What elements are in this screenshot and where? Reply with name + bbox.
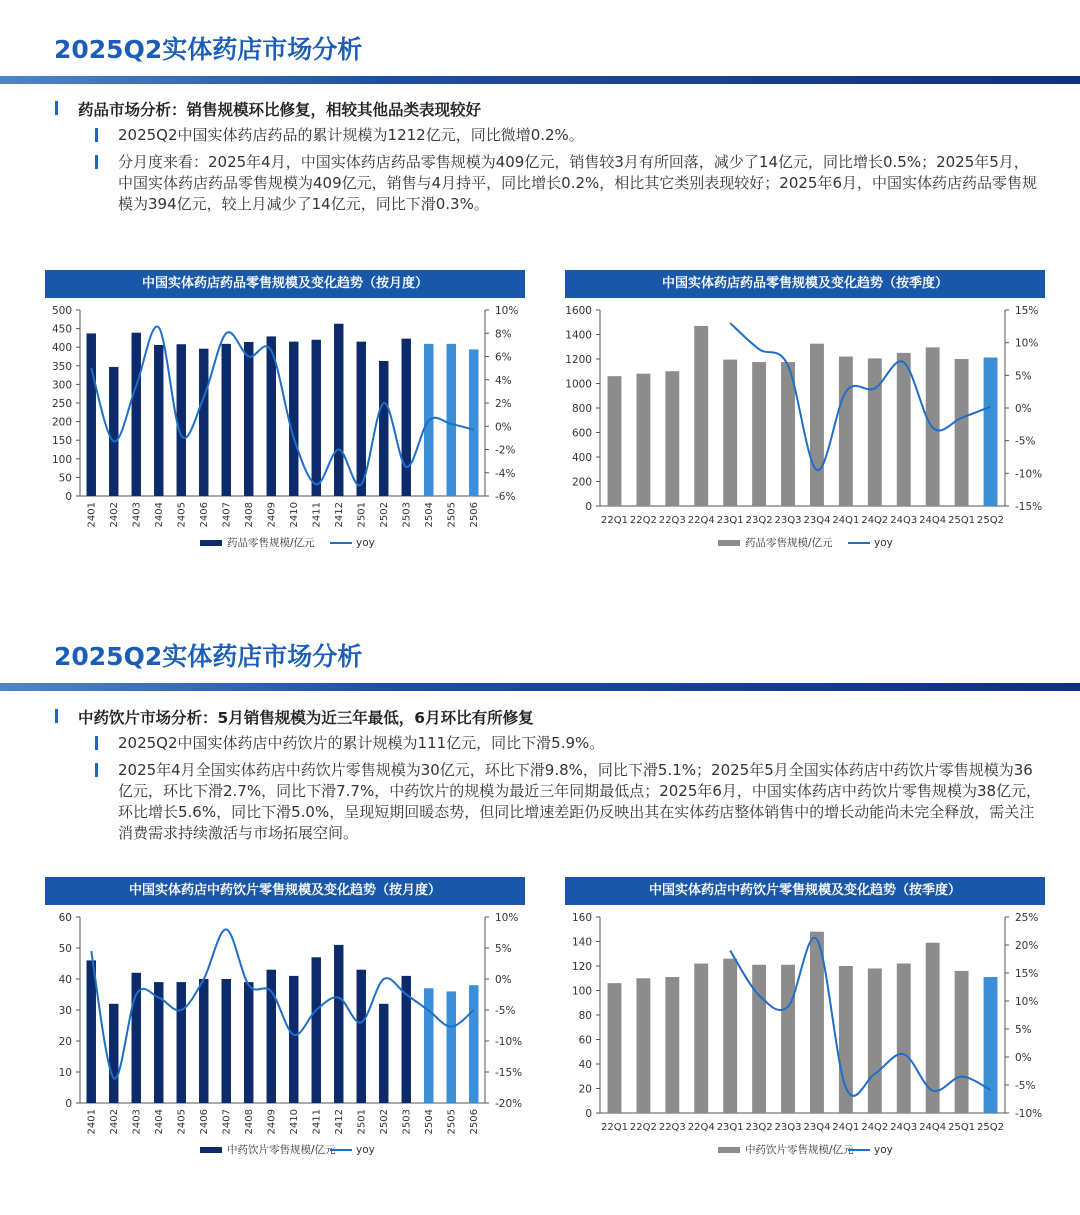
y2-tick-label: 4% (495, 374, 512, 387)
x-tick-label: 2501 (356, 1109, 368, 1135)
bar (752, 362, 766, 506)
x-tick-label: 2407 (221, 1109, 233, 1135)
y2-tick-label: -15% (495, 1067, 523, 1079)
title-divider (0, 76, 1080, 84)
x-tick-label: 2502 (378, 502, 390, 528)
bar (447, 991, 456, 1103)
sub-bullet: 分月度来看：2025年4月，中国实体药店药品零售规模为409亿元，销售较3月有所回落，减少了14亿元，同比增长0.5%；2025年5月，中国实体药店药品零售规模为409亿元，销售与4月持平，同比增长0.2%，相比其它类别表现较好；2025年6月，中国实体药店药品零售规模为394亿元，较上月减少了14亿元，同比下滑0.3%。 (98, 152, 1043, 215)
bar (357, 970, 366, 1103)
y2-tick-label: -10% (495, 1036, 523, 1048)
bar (87, 333, 96, 496)
y-tick-label: 120 (571, 961, 592, 973)
chart-title: 中国实体药店药品零售规模及变化趋势（按月度） (45, 270, 525, 298)
x-tick-label: 2505 (446, 502, 458, 528)
bar (723, 959, 737, 1113)
bar (868, 358, 882, 506)
y2-tick-label: 15% (1015, 305, 1039, 317)
x-tick-label: 2412 (333, 1109, 345, 1135)
bar (177, 344, 186, 496)
bar (379, 361, 388, 496)
bar (244, 342, 253, 496)
legend-bar-label: 药品零售规模/亿元 (227, 537, 315, 549)
x-tick-label: 2406 (198, 1109, 210, 1135)
x-tick-label: 2502 (378, 1109, 390, 1135)
x-tick-label: 23Q4 (803, 1122, 831, 1133)
x-tick-label: 22Q4 (687, 1122, 715, 1133)
y-tick-label: 150 (51, 435, 72, 448)
x-tick-label: 2404 (153, 1109, 165, 1135)
legend-bar-label: 药品零售规模/亿元 (745, 537, 833, 549)
bar (199, 979, 208, 1103)
x-tick-label: 25Q2 (977, 1122, 1005, 1133)
y-tick-label: 100 (51, 453, 72, 466)
y2-tick-label: -6% (495, 491, 516, 503)
x-tick-label: 25Q1 (948, 1122, 976, 1133)
title-divider (0, 683, 1080, 691)
yoy-line (730, 323, 990, 470)
y2-tick-label: 0% (495, 974, 512, 986)
y2-tick-label: 10% (495, 305, 519, 317)
yoy-line (91, 326, 474, 485)
legend-bar-label: 中药饮片零售规模/亿元 (227, 1144, 336, 1156)
x-tick-label: 2405 (176, 1109, 188, 1135)
x-tick-label: 2504 (423, 1109, 435, 1135)
x-tick-label: 24Q3 (890, 1122, 918, 1133)
y-tick-label: 400 (571, 452, 592, 464)
x-tick-label: 22Q1 (600, 1122, 628, 1133)
bar (177, 982, 186, 1103)
bar (222, 979, 231, 1103)
x-tick-label: 2411 (311, 1109, 323, 1135)
x-tick-label: 24Q3 (890, 515, 918, 526)
y-tick-label: 60 (578, 1034, 592, 1047)
x-tick-label: 2407 (221, 502, 233, 528)
x-tick-label: 2505 (446, 1109, 458, 1135)
bar (132, 973, 141, 1103)
y-tick-label: 50 (58, 472, 72, 485)
x-tick-label: 2412 (333, 502, 345, 528)
y-tick-label: 30 (58, 1005, 72, 1017)
x-tick-label: 25Q2 (977, 515, 1005, 526)
sub-bullet: 2025Q2中国实体药店中药饮片的累计规模为111亿元，同比下滑5.9%。 (98, 733, 1043, 754)
y-tick-label: 100 (571, 985, 592, 998)
y-tick-label: 600 (571, 427, 592, 440)
legend-bar-swatch (718, 1147, 740, 1153)
legend-line-label: yoy (874, 1144, 893, 1156)
chart-title: 中国实体药店中药饮片零售规模及变化趋势（按月度） (45, 877, 525, 905)
bar (781, 965, 795, 1113)
x-tick-label: 2409 (266, 1109, 278, 1135)
y-tick-label: 800 (571, 403, 592, 415)
x-tick-label: 2503 (401, 502, 413, 528)
x-tick-label: 2406 (198, 502, 210, 528)
bar (132, 333, 141, 496)
x-tick-label: 2503 (401, 1109, 413, 1135)
y2-tick-label: -5% (495, 1005, 516, 1017)
y2-tick-label: 15% (1015, 968, 1039, 980)
y2-tick-label: -20% (495, 1098, 523, 1110)
y-tick-label: 10 (58, 1067, 72, 1079)
y-tick-label: 200 (51, 416, 72, 429)
y-tick-label: 1400 (565, 329, 592, 342)
sub-bullet: 2025年4月全国实体药店中药饮片零售规模为30亿元，环比下滑9.8%，同比下滑5.1%；2025年5月全国实体药店中药饮片零售规模为36亿元，环比下滑2.7%，同比下滑7.7%，中药饮片的规模为最近三年同期最低点；2025年6月，中国实体药店中药饮片零售规模为38亿元，环比增长5.6%，同比下滑5.0%，呈现短期回暖态势，但同比增速差距仍反映出其在实体药店整体销售中的增长动能尚未完全释放，需关注消费需求持续激活与市场拓展空间。 (98, 760, 1043, 844)
bar (665, 977, 679, 1113)
y-tick-label: 0 (65, 1098, 72, 1110)
legend-bar-label: 中药饮片零售规模/亿元 (745, 1144, 854, 1156)
x-tick-label: 24Q1 (832, 1122, 860, 1133)
x-tick-label: 2403 (131, 1109, 143, 1135)
x-tick-label: 2501 (356, 502, 368, 528)
main-bullet: 药品市场分析：销售规模环比修复，相较其他品类表现较好 (58, 98, 1038, 120)
y2-tick-label: 10% (495, 912, 519, 924)
x-tick-label: 2403 (131, 502, 143, 528)
y2-tick-label: 5% (495, 943, 512, 955)
x-tick-label: 23Q4 (803, 515, 831, 526)
y2-tick-label: 2% (495, 398, 512, 410)
bar (244, 982, 253, 1103)
bar (87, 960, 96, 1103)
bar (334, 945, 343, 1103)
y2-tick-label: 6% (495, 351, 512, 364)
y2-tick-label: 0% (1015, 1052, 1032, 1064)
y-tick-label: 250 (51, 398, 72, 410)
y-tick-label: 0 (585, 501, 592, 513)
y-tick-label: 350 (51, 360, 72, 373)
y2-tick-label: -4% (495, 467, 516, 480)
x-tick-label: 23Q1 (716, 1122, 744, 1133)
legend-bar-swatch (200, 1147, 222, 1153)
bar (289, 976, 298, 1103)
x-tick-label: 22Q4 (687, 515, 715, 526)
x-tick-label: 25Q1 (948, 515, 976, 526)
page-title: 2025Q2实体药店市场分析 (54, 642, 363, 671)
x-tick-label: 2408 (243, 1109, 255, 1135)
bar (723, 360, 737, 506)
bar (839, 357, 853, 506)
x-tick-label: 2404 (153, 502, 165, 528)
y-tick-label: 160 (571, 912, 592, 924)
x-tick-label: 22Q3 (658, 515, 686, 526)
bar (222, 344, 231, 496)
bar (357, 342, 366, 496)
x-tick-label: 24Q2 (861, 1122, 889, 1133)
bar (955, 971, 969, 1113)
legend-line-label: yoy (356, 537, 375, 549)
sub-bullet: 2025Q2中国实体药店药品的累计规模为1212亿元，同比微增0.2%。 (98, 125, 1043, 146)
y-tick-label: 1000 (565, 378, 592, 391)
y-tick-label: 60 (58, 912, 72, 924)
y-tick-label: 80 (578, 1010, 592, 1022)
y-tick-label: 20 (578, 1083, 592, 1096)
yoy-line (730, 938, 990, 1096)
bar (665, 371, 679, 506)
bar (897, 964, 911, 1113)
y2-tick-label: 0% (495, 421, 512, 434)
chart-monthly-herbal (40, 907, 530, 1167)
bar (955, 359, 969, 506)
main-bullet: 中药饮片市场分析：5月销售规模为近三年最低，6月环比有所修复 (58, 706, 1038, 728)
bar (839, 966, 853, 1113)
x-tick-label: 23Q3 (774, 1122, 802, 1133)
y-tick-label: 300 (51, 379, 72, 392)
x-tick-label: 2410 (288, 502, 300, 528)
page-title: 2025Q2实体药店市场分析 (54, 35, 363, 64)
bar (810, 932, 824, 1113)
x-tick-label: 23Q2 (745, 1122, 773, 1133)
bar (984, 358, 998, 506)
x-tick-label: 22Q2 (629, 515, 657, 526)
x-tick-label: 22Q1 (600, 515, 628, 526)
bar (289, 342, 298, 496)
y-tick-label: 40 (578, 1059, 592, 1071)
x-tick-label: 24Q1 (832, 515, 860, 526)
x-tick-label: 22Q2 (629, 1122, 657, 1133)
x-tick-label: 2401 (86, 502, 98, 528)
bar (312, 340, 321, 496)
bar (752, 965, 766, 1113)
bar (608, 983, 622, 1113)
x-tick-label: 23Q3 (774, 515, 802, 526)
bar (868, 968, 882, 1113)
y-tick-label: 200 (571, 476, 592, 489)
bar (469, 349, 478, 496)
bar (109, 367, 118, 496)
chart-title: 中国实体药店中药饮片零售规模及变化趋势（按季度） (565, 877, 1045, 905)
x-tick-label: 2504 (423, 502, 435, 528)
x-tick-label: 2506 (468, 1109, 480, 1135)
bar (636, 978, 650, 1113)
y2-tick-label: -5% (1015, 1080, 1036, 1092)
x-tick-label: 23Q2 (745, 515, 773, 526)
y-tick-label: 0 (65, 491, 72, 503)
y-tick-label: 1600 (565, 305, 592, 317)
bar (402, 339, 411, 496)
y-tick-label: 50 (58, 943, 72, 955)
y2-tick-label: -10% (1015, 1108, 1043, 1120)
x-tick-label: 2401 (86, 1109, 98, 1135)
legend-bar-swatch (718, 540, 740, 546)
x-tick-label: 2405 (176, 502, 188, 528)
bar (379, 1004, 388, 1103)
bar (199, 349, 208, 496)
y2-tick-label: -5% (1015, 435, 1036, 448)
chart-quarterly-drug (560, 300, 1050, 560)
y2-tick-label: 8% (495, 328, 512, 341)
x-tick-label: 2410 (288, 1109, 300, 1135)
x-tick-label: 23Q1 (716, 515, 744, 526)
x-tick-label: 2506 (468, 502, 480, 528)
y2-tick-label: 25% (1015, 912, 1039, 924)
bar (469, 985, 478, 1103)
bar (608, 376, 622, 506)
x-tick-label: 2411 (311, 502, 323, 528)
bar (424, 988, 433, 1103)
y2-tick-label: 20% (1015, 940, 1039, 952)
y2-tick-label: 0% (1015, 403, 1032, 415)
bar (154, 345, 163, 496)
y-tick-label: 450 (51, 323, 72, 336)
y2-tick-label: -10% (1015, 468, 1043, 481)
x-tick-label: 2408 (243, 502, 255, 528)
y2-tick-label: 10% (1015, 996, 1039, 1008)
y-tick-label: 20 (58, 1036, 72, 1048)
y2-tick-label: -2% (495, 444, 516, 457)
chart-title: 中国实体药店药品零售规模及变化趋势（按季度） (565, 270, 1045, 298)
bar (694, 964, 708, 1113)
y-tick-label: 140 (571, 936, 592, 949)
x-tick-label: 24Q4 (919, 1122, 947, 1133)
y-tick-label: 400 (51, 342, 72, 355)
y-tick-label: 0 (585, 1108, 592, 1120)
y2-tick-label: -15% (1015, 501, 1043, 513)
x-tick-label: 2409 (266, 502, 278, 528)
x-tick-label: 24Q4 (919, 515, 947, 526)
y-tick-label: 500 (51, 305, 72, 317)
x-tick-label: 22Q3 (658, 1122, 686, 1133)
y-tick-label: 40 (58, 974, 72, 986)
bar (694, 326, 708, 506)
legend-line-label: yoy (356, 1144, 375, 1156)
bar (312, 957, 321, 1103)
y-tick-label: 1200 (565, 354, 592, 366)
yoy-line (91, 929, 474, 1078)
bar (636, 374, 650, 506)
bar (810, 344, 824, 506)
bar (897, 353, 911, 506)
legend-bar-swatch (200, 540, 222, 546)
bar (334, 324, 343, 496)
x-tick-label: 2402 (108, 502, 120, 528)
bar (984, 977, 998, 1113)
chart-quarterly-herbal (560, 907, 1050, 1167)
y2-tick-label: 5% (1015, 370, 1032, 383)
x-tick-label: 24Q2 (861, 515, 889, 526)
y2-tick-label: 10% (1015, 337, 1039, 350)
chart-monthly-drug (40, 300, 530, 560)
bar (447, 344, 456, 496)
bar (109, 1004, 118, 1103)
y2-tick-label: 5% (1015, 1024, 1032, 1036)
x-tick-label: 2402 (108, 1109, 120, 1135)
legend-line-label: yoy (874, 537, 893, 549)
